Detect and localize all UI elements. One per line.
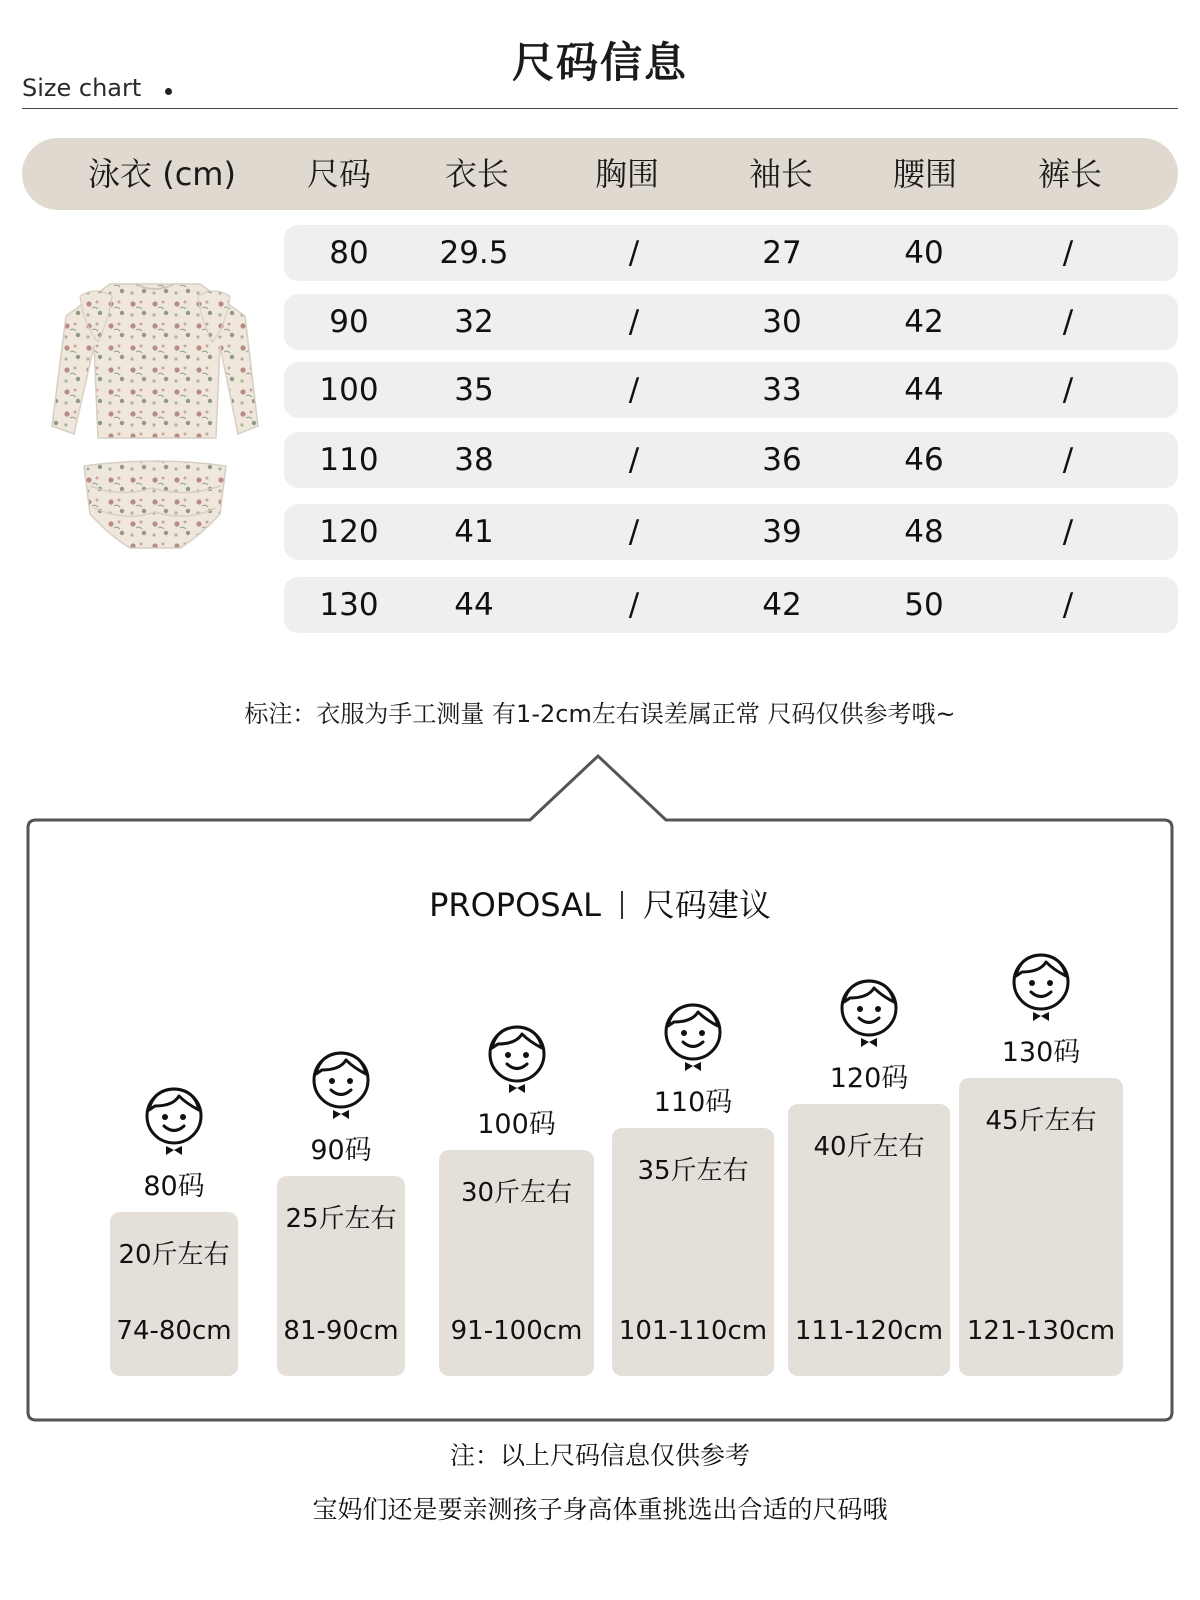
cell-waist: 40 <box>904 235 944 271</box>
cell-pants: / <box>1062 442 1074 478</box>
height-label: 101-110cm <box>618 1316 768 1346</box>
cell-waist: 44 <box>904 372 944 408</box>
cell-length: 44 <box>454 587 494 623</box>
cell-length: 35 <box>454 372 494 408</box>
size-label: 90码 <box>310 1135 372 1166</box>
weight-label: 30斤左右 <box>460 1178 573 1208</box>
cell-chest: / <box>628 235 640 271</box>
cell-sleeve: 36 <box>762 442 802 478</box>
size-card <box>110 1212 238 1376</box>
size-label: 110码 <box>653 1087 733 1118</box>
size-card <box>788 1104 950 1376</box>
footer-advice: 宝妈们还是要亲测孩子身高体重挑选出合适的尺码哦 <box>312 1495 888 1524</box>
cell-pants: / <box>1062 304 1074 340</box>
column-header-sleeve: 袖长 <box>748 155 813 193</box>
cell-size: 130 <box>319 587 379 623</box>
column-header-pants: 裤长 <box>1037 155 1102 193</box>
proposal-title-en: PROPOSAL <box>429 886 601 924</box>
cell-sleeve: 42 <box>762 587 802 623</box>
weight-label: 25斤左右 <box>285 1204 397 1234</box>
cell-chest: / <box>628 372 640 408</box>
cell-chest: / <box>628 514 640 550</box>
cell-sleeve: 27 <box>762 235 802 271</box>
cell-chest: / <box>628 442 640 478</box>
column-header-size: 尺码 <box>306 155 371 193</box>
subtitle: Size chart <box>22 74 142 102</box>
cell-size: 110 <box>319 442 379 478</box>
cell-chest: / <box>628 587 640 623</box>
weight-label: 40斤左右 <box>813 1132 925 1162</box>
cell-size: 120 <box>319 514 379 550</box>
cell-pants: / <box>1062 372 1074 408</box>
cell-chest: / <box>628 304 640 340</box>
cell-sleeve: 30 <box>762 304 802 340</box>
size-card <box>277 1176 405 1376</box>
column-header-chest: 胸围 <box>594 155 659 193</box>
cell-waist: 42 <box>904 304 944 340</box>
height-label: 111-120cm <box>794 1316 944 1346</box>
weight-label: 20斤左右 <box>118 1240 230 1270</box>
size-label: 100码 <box>477 1109 556 1140</box>
child-face-icon <box>1010 950 1072 1026</box>
cell-waist: 48 <box>904 514 944 550</box>
footer-note: 注：以上尺码信息仅供参考 <box>449 1441 750 1470</box>
size-label: 120码 <box>829 1063 909 1094</box>
measurement-note: 标注：衣服为手工测量 有1-2cm左右误差属正常 尺码仅供参考哦~ <box>244 700 956 728</box>
cell-waist: 46 <box>904 442 944 478</box>
column-header-swimsuit: 泳衣 (cm) <box>88 155 236 193</box>
child-face-icon <box>486 1022 548 1098</box>
size-card <box>439 1150 594 1376</box>
cell-pants: / <box>1062 514 1074 550</box>
cell-waist: 50 <box>904 587 944 623</box>
height-label: 74-80cm <box>116 1316 232 1346</box>
child-face-icon <box>143 1084 205 1160</box>
column-header-waist: 腰围 <box>892 155 957 193</box>
child-face-icon <box>838 976 900 1052</box>
column-header-length: 衣长 <box>444 155 509 193</box>
weight-label: 35斤左右 <box>637 1156 749 1186</box>
height-label: 121-130cm <box>966 1316 1116 1346</box>
proposal-title-cn: 尺码建议 <box>642 886 771 924</box>
child-face-icon <box>310 1048 372 1124</box>
size-card <box>612 1128 774 1376</box>
cell-size: 90 <box>329 304 369 340</box>
cell-length: 32 <box>454 304 494 340</box>
height-label: 91-100cm <box>450 1316 583 1346</box>
cell-size: 80 <box>329 235 369 271</box>
cell-size: 100 <box>319 372 379 408</box>
size-label: 80码 <box>143 1171 205 1202</box>
size-card <box>959 1078 1123 1376</box>
cell-sleeve: 33 <box>762 372 802 408</box>
cell-sleeve: 39 <box>762 514 802 550</box>
cell-length: 38 <box>454 442 494 478</box>
page-title: 尺码信息 <box>511 38 688 87</box>
child-face-icon <box>662 1000 724 1076</box>
cell-length: 29.5 <box>439 235 509 271</box>
title-separator <box>621 891 623 919</box>
size-label: 130码 <box>1001 1037 1081 1068</box>
weight-label: 45斤左右 <box>985 1106 1097 1136</box>
proposal-title <box>0 880 1200 926</box>
cell-length: 41 <box>454 514 494 550</box>
cell-pants: / <box>1062 235 1074 271</box>
cell-pants: / <box>1062 587 1074 623</box>
height-label: 81-90cm <box>283 1316 399 1346</box>
